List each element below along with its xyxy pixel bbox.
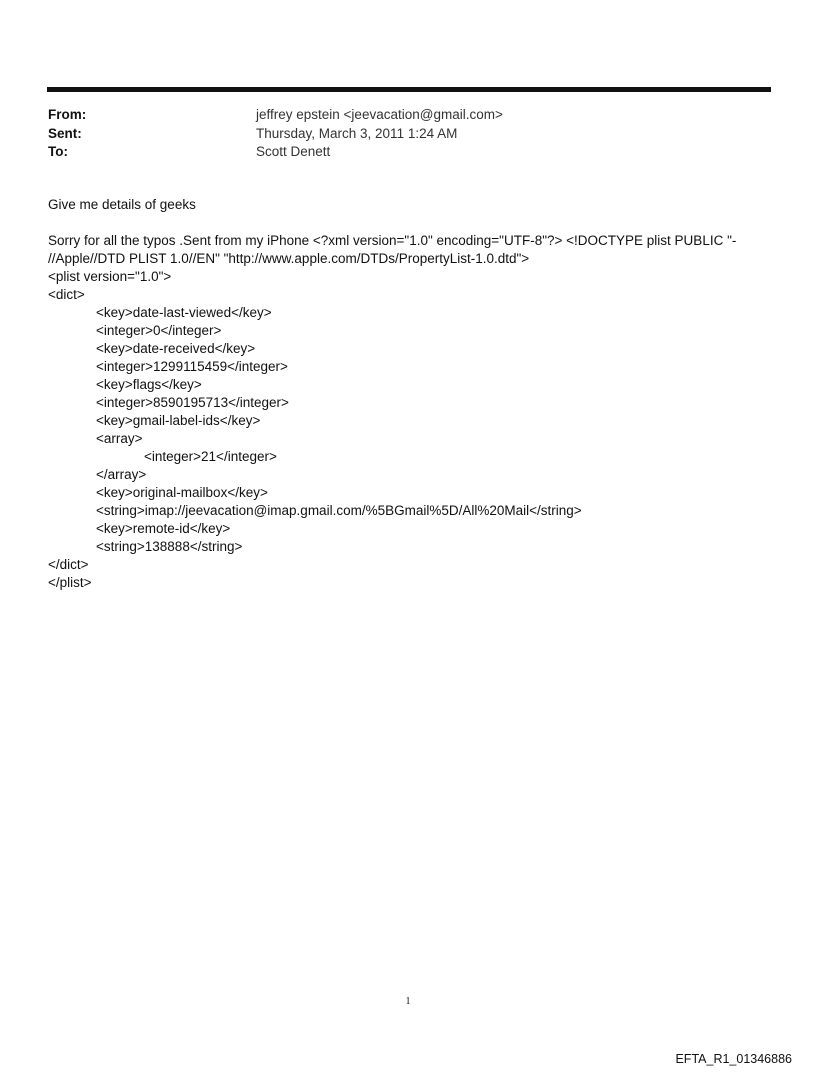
sent-row (48, 125, 768, 144)
email-header (48, 106, 768, 162)
plist-line: <integer>1299115459</integer> (96, 359, 288, 374)
signature-line-2: //Apple//DTD PLIST 1.0//EN" "http://www.apple.com/DTDs/PropertyList-1.0.dtd"> (48, 251, 530, 266)
plist-line: <string>138888</string> (96, 539, 243, 554)
plist-line: </plist> (48, 575, 92, 590)
plist-line: </dict> (48, 557, 89, 572)
plist-content (48, 268, 778, 592)
plist-line: <dict> (48, 287, 85, 302)
plist-line: <key>gmail-label-ids</key> (96, 413, 261, 428)
greeting-text: Give me details of geeks (48, 197, 196, 212)
plist-line: <integer>8590195713</integer> (96, 395, 289, 410)
paragraph-gap (48, 214, 778, 232)
plist-line: <plist version="1.0"> (48, 269, 172, 284)
to-value: Scott Denett (256, 144, 331, 159)
plist-line: <key>original-mailbox</key> (96, 485, 268, 500)
plist-line: <key>flags</key> (96, 377, 202, 392)
plist-line: <integer>21</integer> (144, 449, 277, 464)
from-row (48, 106, 768, 125)
sent-label: Sent: (48, 125, 82, 141)
to-row (48, 143, 768, 162)
to-label: To: (48, 144, 68, 159)
plist-line: <array> (96, 431, 143, 446)
plist-line: </array> (96, 467, 147, 482)
plist-line: <key>remote-id</key> (96, 521, 231, 536)
plist-line: <integer>0</integer> (96, 323, 222, 338)
signature-line-1: Sorry for all the typos .Sent from my iPhone <?xml version="1.0" encoding="UTF-8"?> <!DOCTYPE plist PUBLIC "- (48, 233, 737, 248)
plist-line: <key>date-received</key> (96, 341, 256, 356)
plist-line: <string>imap://jeevacation@imap.gmail.com/%5BGmail%5D/All%20Mail</string> (96, 503, 582, 518)
from-label: From: (48, 107, 87, 122)
page-number: 1 (405, 996, 411, 1007)
header-divider (47, 87, 771, 92)
document-id: EFTA_R1_01346886 (675, 1052, 792, 1066)
sent-value: Thursday, March 3, 2011 1:24 AM (256, 125, 458, 141)
from-value: jeffrey epstein <jeevacation@gmail.com> (256, 107, 503, 122)
email-body (48, 196, 778, 592)
plist-line: <key>date-last-viewed</key> (96, 305, 272, 320)
